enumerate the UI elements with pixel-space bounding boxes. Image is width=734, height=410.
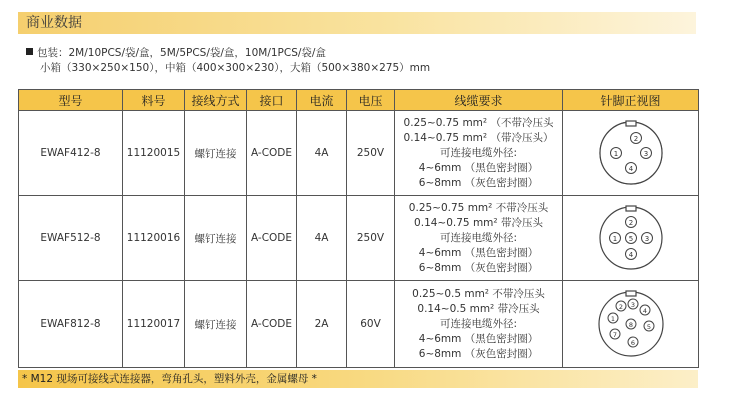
- cell-model: EWAF412-8: [19, 111, 123, 196]
- cable-line: 0.14~0.75 mm² 带冷压头: [414, 216, 543, 229]
- pin-diagram-5-icon: [596, 203, 666, 273]
- pin-label: 5: [628, 235, 633, 243]
- cell-pin-view: [563, 281, 699, 368]
- pin-label: 3: [643, 150, 648, 158]
- col-header-cable: 线缆要求: [395, 90, 563, 111]
- cell-interface: A-CODE: [247, 111, 297, 196]
- cable-line: 可连接电缆外径:: [439, 231, 518, 244]
- bullet-square-icon: [26, 48, 33, 55]
- table-row: [19, 111, 699, 196]
- table-header-row: [19, 90, 699, 111]
- col-header-interface: 接口: [247, 90, 297, 111]
- cable-line: 0.25~0.5 mm² 不带冷压头: [412, 287, 545, 300]
- cell-interface: A-CODE: [247, 196, 297, 281]
- pin-label: 2: [618, 303, 623, 311]
- pin-label: 2: [633, 135, 638, 143]
- pin-label: 1: [612, 235, 617, 243]
- cable-line: 可连接电缆外径:: [439, 146, 518, 159]
- cable-line: 0.14~0.75 mm² （带冷压头）: [403, 131, 554, 144]
- cell-voltage: 250V: [347, 111, 395, 196]
- cable-line: 0.14~0.5 mm² 带冷压头: [417, 302, 540, 315]
- packaging-line-2: 小箱（330×250×150），中箱（400×300×230），大箱（500×380×275）mm: [40, 62, 431, 74]
- cell-part-no: 11120015: [123, 111, 185, 196]
- pin-label: 4: [628, 251, 633, 259]
- cable-line: 4~6mm （黑色密封圈）: [418, 246, 539, 259]
- pin-label: 8: [628, 321, 633, 329]
- cable-line: 4~6mm （黑色密封圈）: [418, 161, 539, 174]
- pin-label: 1: [610, 315, 615, 323]
- cell-cable: [395, 111, 563, 196]
- section-title: 商业数据: [26, 15, 82, 31]
- pin-label: 4: [628, 165, 633, 173]
- cell-voltage: 250V: [347, 196, 395, 281]
- table-row: [19, 281, 699, 368]
- cell-part-no: 11120016: [123, 196, 185, 281]
- pin-label: 4: [642, 307, 647, 315]
- cell-pin-view: [563, 111, 699, 196]
- section-header-band: [18, 12, 696, 34]
- pin-label: 3: [630, 301, 635, 309]
- pin-diagram-8-icon: [595, 288, 667, 360]
- cell-cable: [395, 196, 563, 281]
- cable-line: 0.25~0.75 mm² 不带冷压头: [408, 201, 549, 214]
- cell-interface: A-CODE: [247, 281, 297, 368]
- packaging-line-1: 包装：2M/10PCS/袋/盒，5M/5PCS/袋/盒，10M/1PCS/袋/盒: [37, 47, 326, 59]
- cable-line: 可连接电缆外径:: [439, 317, 518, 330]
- spec-table: [18, 89, 699, 368]
- cell-current: 2A: [297, 281, 347, 368]
- pin-label: 2: [628, 219, 633, 227]
- cable-line: 6~8mm （灰色密封圈）: [418, 261, 539, 274]
- pin-diagram-4-icon: [596, 118, 666, 188]
- col-header-wiring: 接线方式: [185, 90, 247, 111]
- cell-voltage: 60V: [347, 281, 395, 368]
- pin-label: 7: [612, 331, 617, 339]
- cell-cable: [395, 281, 563, 368]
- pin-label: 1: [613, 150, 618, 158]
- cell-part-no: 11120017: [123, 281, 185, 368]
- cable-line: 6~8mm （灰色密封圈）: [418, 347, 539, 360]
- cable-line: 4~6mm （黑色密封圈）: [418, 332, 539, 345]
- packaging-info: [26, 46, 430, 76]
- cell-wiring: 螺钉连接: [185, 281, 247, 368]
- cell-wiring: 螺钉连接: [185, 111, 247, 196]
- col-header-pin-view: 针脚正视图: [563, 90, 699, 111]
- cell-current: 4A: [297, 196, 347, 281]
- cell-wiring: 螺钉连接: [185, 196, 247, 281]
- col-header-voltage: 电压: [347, 90, 395, 111]
- cable-line: 0.25~0.75 mm² （不带冷压头: [403, 116, 554, 129]
- cell-pin-view: [563, 196, 699, 281]
- pin-label: 5: [646, 323, 651, 331]
- cable-line: 6~8mm （灰色密封圈）: [418, 176, 539, 189]
- pin-label: 3: [644, 235, 649, 243]
- table-row: [19, 196, 699, 281]
- footer-note: * M12 现场可接线式连接器，弯角孔头，塑料外壳，金属螺母 *: [22, 373, 317, 385]
- cell-current: 4A: [297, 111, 347, 196]
- col-header-current: 电流: [297, 90, 347, 111]
- col-header-part-no: 料号: [123, 90, 185, 111]
- cell-model: EWAF512-8: [19, 196, 123, 281]
- col-header-model: 型号: [19, 90, 123, 111]
- pin-label: 6: [630, 339, 635, 347]
- cell-model: EWAF812-8: [19, 281, 123, 368]
